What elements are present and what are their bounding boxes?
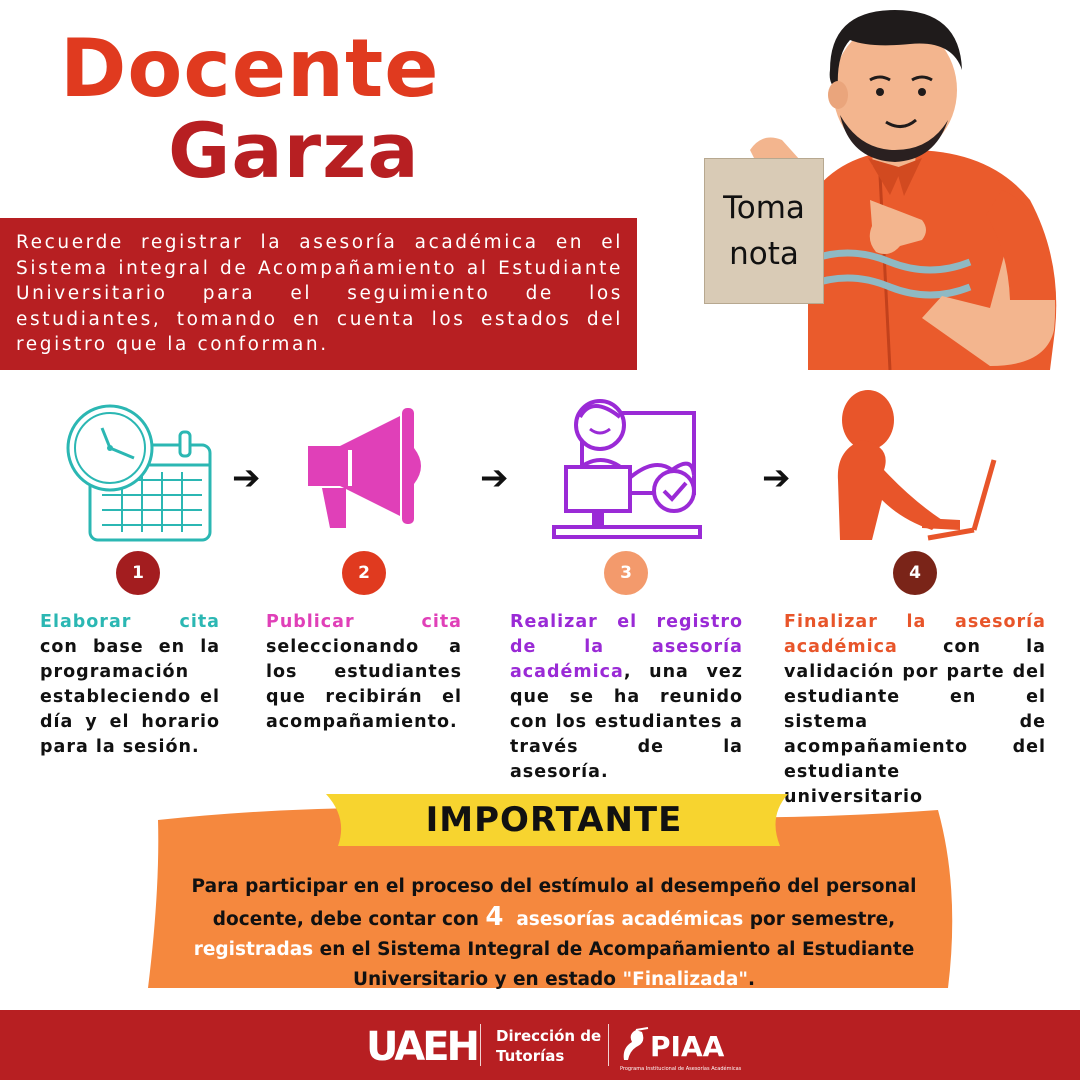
uaeh-logo: UAEH (366, 1024, 478, 1070)
piaa-subtitle: Programa Institucional de Asesorías Académicas (620, 1066, 742, 1072)
step-4-highlight: Finalizar la asesoría académica (784, 612, 1046, 657)
step-2-text (266, 610, 462, 735)
step-number-4: 4 (893, 551, 937, 595)
step-2-body: seleccionando a los estudiantes que recibirán el acompañamiento. (266, 637, 462, 732)
step-number-2: 2 (342, 551, 386, 595)
footer-divider-2 (608, 1024, 609, 1066)
note-line-2: nota (729, 236, 799, 272)
important-text-period: . (748, 969, 756, 990)
dept-line-1: Dirección de (496, 1027, 602, 1045)
step-3-body: , una vez que se ha reunido con los estudiantes a través de la asesoría. (510, 662, 743, 782)
important-highlight-finalizada: "Finalizada" (622, 969, 749, 990)
step-3-highlight: Realizar el registro de la asesoría académica (510, 612, 743, 682)
person-at-laptop-icon (832, 390, 1002, 545)
important-text-part-5: en el Sistema Integral de Acompañamiento al Estudiante Universitario y en estado (313, 939, 915, 990)
important-text (188, 872, 920, 995)
important-highlight-asesorias: asesorías académicas (516, 909, 744, 930)
step-4-body: con la validación por parte del estudiante en el sistema de acompañamiento del estudiante universitario (784, 637, 1046, 807)
important-section (148, 790, 960, 990)
important-text-part-3: por semestre, (743, 909, 896, 930)
piaa-logo: PIAA (650, 1030, 725, 1063)
step-4-text (784, 610, 1046, 810)
note-line-1: Toma (723, 190, 805, 226)
arrow-3-to-4: ➔ (762, 458, 791, 498)
megaphone-icon (300, 408, 430, 533)
intro-text: Recuerde registrar la asesoría académica en el Sistema integral de Acompañamiento al Estudiante Universitario para el seguimiento de los estudiantes, tomando en cuenta los estados del registro que la conforman. (16, 232, 623, 356)
intro-box (0, 218, 637, 370)
important-count: 4 (485, 902, 504, 932)
footer-divider-1 (480, 1024, 481, 1066)
step-2-highlight: Publicar cita (266, 612, 462, 632)
calendar-clock-icon (62, 400, 214, 545)
important-highlight-registradas: registradas (193, 939, 314, 960)
arrow-1-to-2: ➔ (232, 458, 261, 498)
footer-bar (0, 1010, 1080, 1080)
step-3-text (510, 610, 743, 785)
important-label: IMPORTANTE (425, 800, 683, 840)
online-advising-icon (552, 395, 704, 545)
dept-line-2: Tutorías (496, 1047, 565, 1065)
arrow-2-to-3: ➔ (480, 458, 509, 498)
heron-icon (618, 1026, 652, 1066)
title-docente: Docente (60, 22, 440, 115)
toma-nota-card (704, 158, 824, 304)
important-text-part-1: Para participar en el proceso del estímulo al desempeño del personal docente, debe contar con (191, 876, 917, 930)
footer-department (496, 1026, 601, 1066)
step-1-body: con base en la programación estableciendo el día y el horario para la sesión. (40, 637, 220, 757)
title-garza: Garza (168, 106, 420, 195)
step-1-highlight: Elaborar cita (40, 612, 220, 632)
step-number-1: 1 (116, 551, 160, 595)
step-1-text (40, 610, 220, 760)
step-number-3: 3 (604, 551, 648, 595)
